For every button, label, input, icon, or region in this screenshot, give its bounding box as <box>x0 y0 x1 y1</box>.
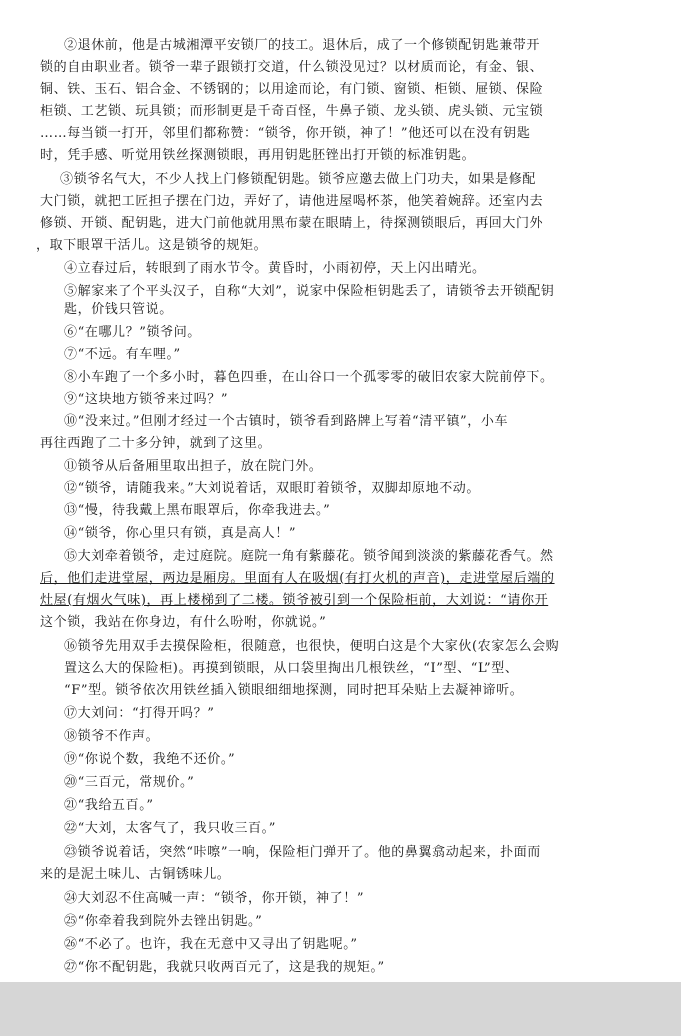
text-line: ⑩“没来过。”但刚才经过一个古镇时，锁爷看到路牌上写着“清平镇”，小车 <box>64 414 509 429</box>
text-line: ㉒“大刘，太客气了，我只收三百。” <box>64 821 276 836</box>
text-line: ，取下眼罩干活儿。这是锁爷的规矩。 <box>36 238 268 253</box>
text-line: ㉑“我给五百。” <box>64 798 154 813</box>
text-line: 时，凭手感、听觉用铁丝探测锁眼，再用钥匙胚锉出打开锁的标准钥匙。 <box>40 148 476 163</box>
text-line: ⑨“这块地方锁爷来过吗？” <box>64 392 229 407</box>
text-line: 再往西跑了二十多分钟，就到了这里。 <box>40 436 272 451</box>
text-line: 后，他们走进堂屋，两边是厢房。里面有人在吸烟(有打火机的声音)，走进堂屋后端的 <box>40 571 555 586</box>
text-line: 这个锁，我站在你身边，有什么吩咐，你就说。” <box>40 615 327 630</box>
text-line: ⑪锁爷从后备厢里取出担子，放在院门外。 <box>64 459 323 474</box>
text-line: ②退休前，他是古城湘潭平安锁厂的技工。退休后，成了一个修锁配钥匙兼带开 <box>64 38 541 53</box>
text-line: ⑰大刘问：“打得开吗？” <box>64 706 215 721</box>
text-line: ⑭“锁爷，你心里只有锁，真是高人！” <box>64 526 297 541</box>
text-line: ㉓锁爷说着话，突然“咔嚓”一响，保险柜门弹开了。他的鼻翼翕动起来，扑面而 <box>64 845 541 860</box>
text-line: ⑫“锁爷，请随我来。”大刘说着话，双眼盯着锁爷，双脚却原地不动。 <box>64 481 480 496</box>
text-line: ㉔大刘忍不住高喊一声：“锁爷，你开锁，神了！” <box>64 891 365 906</box>
text-line: ④立春过后，转眼到了雨水节令。黄昏时，小雨初停，天上闪出晴光。 <box>64 261 486 276</box>
text-line: ⑬“慢，待我戴上黑布眼罩后，你牵我进去。” <box>64 503 331 518</box>
text-line: ⑳“三百元，常规价。” <box>64 775 195 790</box>
text-line: ⑯锁爷先用双手去摸保险柜，很随意，也很快，便明白这是个大家伙(农家怎么会购 <box>64 639 560 654</box>
text-line: ……每当锁一打开，邻里们都称赞：“锁爷，你开锁，神了！”他还可以在没有钥匙 <box>40 126 531 141</box>
text-line: “F”型。锁爷依次用铁丝插入锁眼细细地探测，同时把耳朵贴上去凝神谛听。 <box>64 683 524 698</box>
text-line: ⑮大刘牵着锁爷，走过庭院。庭院一角有紫藤花。锁爷闻到淡淡的紫藤花香气。然 <box>64 549 554 564</box>
text-line: 灶屋(有烟火气味)，再上楼梯到了二楼。锁爷被引到一个保险柜前，大刘说：“请你开 <box>40 593 549 608</box>
text-line: ⑦“不远。有车哩。” <box>64 347 181 362</box>
text-line: ⑱锁爷不作声。 <box>64 729 160 744</box>
text-line: ⑧小车跑了一个多小时，暮色四垂，在山谷口一个孤零零的破旧农家大院前停下。 <box>64 370 554 385</box>
text-line: ③锁爷名气大，不少人找上门修锁配钥匙。锁爷应邀去做上门功夫，如果是修配 <box>60 172 537 187</box>
text-line: ㉖“不必了。也许，我在无意中又寻出了钥匙呢。” <box>64 937 358 952</box>
text-line: 置这么大的保险柜)。再摸到锁眼，从口袋里掏出几根铁丝，“I”型、“L”型、 <box>64 661 519 676</box>
text-line: 修锁、开锁、配钥匙，进大门前他就用黑布蒙在眼睛上，待探测锁眼后，再回大门外 <box>40 216 544 231</box>
bottom-gray-band <box>0 982 681 1036</box>
text-line: 大门锁，就把工匠担子摆在门边，弄好了，请他进屋喝杯茶，他笑着婉辞。还室内去 <box>40 194 544 209</box>
text-line: ⑥“在哪儿？”锁爷问。 <box>64 325 201 340</box>
text-line: 来的是泥土味儿、古铜锈味儿。 <box>40 867 231 882</box>
text-line: ㉗“你不配钥匙，我就只收两百元了，这是我的规矩。” <box>64 960 385 975</box>
text-line: ⑲“你说个数，我绝不还价。” <box>64 752 236 767</box>
text-line: 匙，价钱只管说。 <box>64 302 173 317</box>
text-line: 锁的自由职业者。锁爷一辈子跟锁打交道，什么锁没见过？以材质而论，有金、银、 <box>40 60 544 75</box>
text-line: 铜、铁、玉石、铝合金、不锈钢的；以用途而论，有门锁、窗锁、柜锁、屉锁、保险 <box>40 82 544 97</box>
text-line: ㉕“你牵着我到院外去锉出钥匙。” <box>64 914 263 929</box>
text-line: ⑤解家来了个平头汉子，自称“大刘”，说家中保险柜钥匙丢了，请锁爷去开锁配钥 <box>64 284 555 299</box>
text-line: 柜锁、工艺锁、玩具锁；而形制更是千奇百怪，牛鼻子锁、龙头锁、虎头锁、元宝锁 <box>40 104 544 119</box>
